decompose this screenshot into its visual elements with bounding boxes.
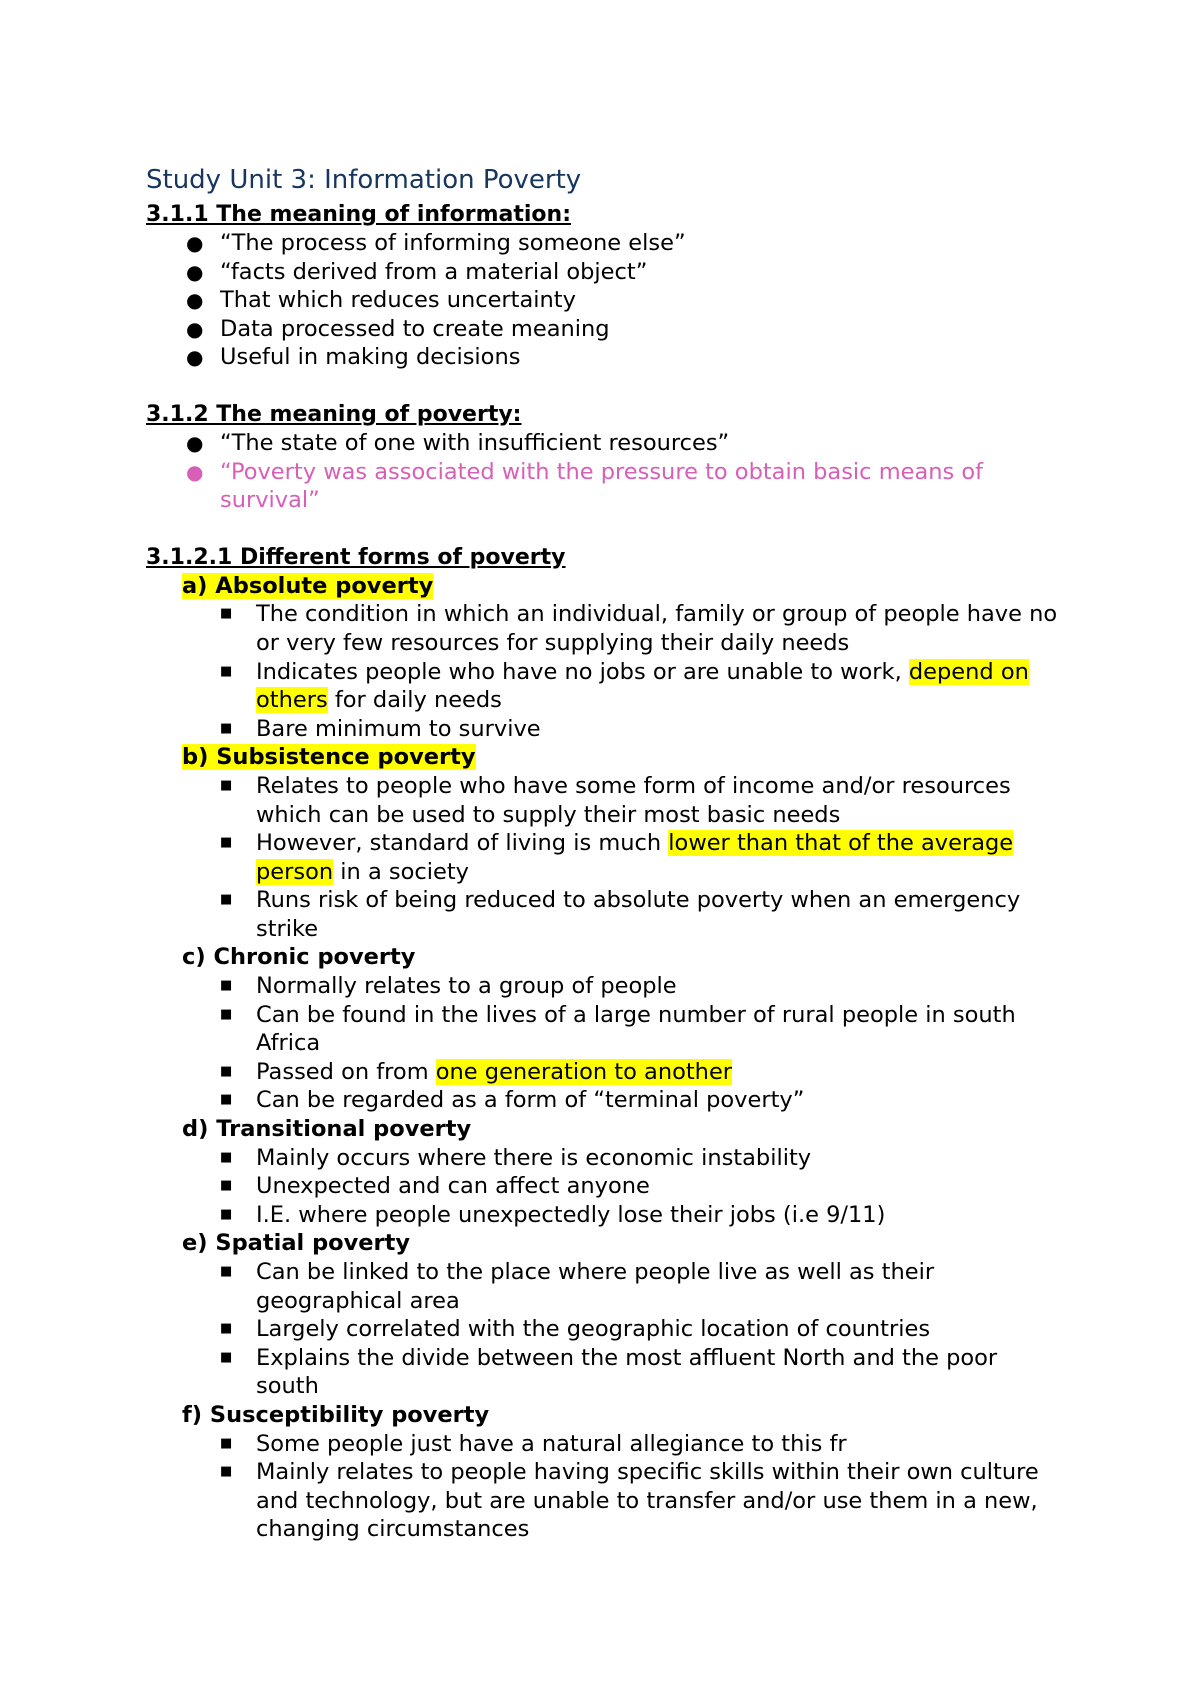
list-item: ■ Indicates people who have no jobs or are unable to work, depend on others for daily needs — [220, 658, 1029, 714]
absolute-poverty-list — [146, 600, 1066, 743]
highlighted-text: lower than that of the average person — [256, 830, 1014, 885]
list-item: ■ Some people just have a natural allegiance to this fr — [220, 1430, 847, 1457]
transitional-poverty-list — [146, 1144, 1066, 1230]
square-bullet-icon: ■ — [220, 777, 233, 793]
list-item: ■ Relates to people who have some form of income and/or resources which can be used to supply their most basic needs — [220, 772, 1011, 828]
square-bullet-icon: ■ — [220, 1321, 233, 1337]
list-item: ● That which reduces uncertainty — [186, 287, 576, 314]
section-3-1-2-1-heading: 3.1.2.1 Different forms of poverty — [146, 544, 566, 570]
spatial-poverty-list — [146, 1258, 1066, 1401]
square-bullet-icon: ■ — [220, 1063, 233, 1079]
list-item: ● Useful in making decisions — [186, 344, 521, 371]
section-3-1-1-heading: 3.1.1 The meaning of information: — [146, 202, 571, 227]
category-label-absolute: a) Absolute poverty — [182, 572, 434, 599]
highlighted-text: depend on others — [256, 658, 1029, 714]
square-bullet-icon: ■ — [220, 663, 233, 679]
square-bullet-icon: ■ — [220, 1464, 233, 1480]
information-list — [146, 229, 1066, 372]
document-title: Study Unit 3: Information Poverty — [146, 165, 582, 195]
list-item: ■ Can be found in the lives of a large number of rural people in south Africa — [220, 1001, 1016, 1057]
list-item: ■ I.E. where people unexpectedly lose their jobs (i.e 9/11) — [220, 1201, 886, 1228]
bullet-icon: ● — [186, 231, 204, 255]
susceptibility-poverty-list — [146, 1430, 1066, 1544]
subsistence-poverty-list — [146, 772, 1066, 944]
bullet-icon: ● — [186, 459, 204, 484]
square-bullet-icon: ■ — [220, 978, 233, 994]
list-item: ■ Runs risk of being reduced to absolute poverty when an emergency strike — [220, 887, 1021, 942]
list-item-highlighted-quote: ● “Poverty was associated with the pressure to obtain basic means of survival” — [186, 458, 984, 514]
list-item: ■ Unexpected and can affect anyone — [220, 1173, 650, 1200]
list-item: ● Data processed to create meaning — [186, 315, 610, 342]
list-item: ■ Largely correlated with the geographic location of countries — [220, 1316, 931, 1343]
category-label-chronic: c) Chronic poverty — [182, 944, 416, 971]
chronic-poverty-list — [146, 972, 1066, 1115]
list-item: ■ However, standard of living is much lower than that of the average person in a society — [220, 830, 1014, 885]
square-bullet-icon: ■ — [220, 835, 233, 851]
bullet-icon: ● — [186, 316, 204, 341]
square-bullet-icon: ■ — [220, 1206, 233, 1222]
highlighted-text: one generation to another — [435, 1058, 733, 1085]
list-item: ■ Bare minimum to survive — [220, 715, 541, 742]
square-bullet-icon: ■ — [220, 1435, 233, 1451]
category-label-transitional: d) Transitional poverty — [182, 1116, 472, 1143]
list-item: ■ Explains the divide between the most affluent North and the poor south — [220, 1344, 998, 1400]
document-body — [146, 160, 1066, 1544]
list-item: ■ Mainly occurs where there is economic instability — [220, 1144, 812, 1171]
bullet-icon: ● — [186, 345, 204, 370]
list-item: ● “The state of one with insufficient resources” — [186, 429, 730, 456]
square-bullet-icon: ■ — [220, 720, 233, 736]
list-item: ■ Normally relates to a group of people — [220, 973, 677, 1000]
category-label-subsistence: b) Subsistence poverty — [182, 744, 476, 771]
square-bullet-icon: ■ — [220, 606, 233, 622]
list-item: ■ Can be regarded as a form of “terminal poverty” — [220, 1087, 805, 1114]
bullet-icon: ● — [186, 288, 204, 313]
list-item: ■ The condition in which an individual, family or group of people have no or very few resources for supplying their daily needs — [220, 601, 1058, 656]
square-bullet-icon: ■ — [220, 892, 233, 908]
category-label-susceptibility: f) Susceptibility poverty — [182, 1401, 490, 1428]
list-item: ● “The process of informing someone else” — [186, 230, 686, 256]
square-bullet-icon: ■ — [220, 1264, 233, 1279]
square-bullet-icon: ■ — [220, 1149, 233, 1165]
section-3-1-2-heading: 3.1.2 The meaning of poverty: — [146, 401, 522, 427]
square-bullet-icon: ■ — [220, 1349, 233, 1365]
square-bullet-icon: ■ — [220, 1178, 233, 1194]
list-item: ■ Can be linked to the place where people live as well as their geographical area — [220, 1259, 935, 1314]
bullet-icon: ● — [186, 430, 204, 455]
category-label-spatial: e) Spatial poverty — [182, 1230, 411, 1257]
list-item: ■ Passed on from one generation to another — [220, 1058, 733, 1085]
poverty-meaning-list — [146, 429, 1066, 515]
list-item: ■ Mainly relates to people having specific skills within their own culture and technology, but are unable to transfer and/or use them in a new, changing circumstances — [220, 1459, 1039, 1543]
square-bullet-icon: ■ — [220, 1006, 233, 1022]
bullet-icon: ● — [186, 259, 204, 284]
list-item: ● “facts derived from a material object” — [186, 258, 648, 285]
square-bullet-icon: ■ — [220, 1092, 233, 1108]
